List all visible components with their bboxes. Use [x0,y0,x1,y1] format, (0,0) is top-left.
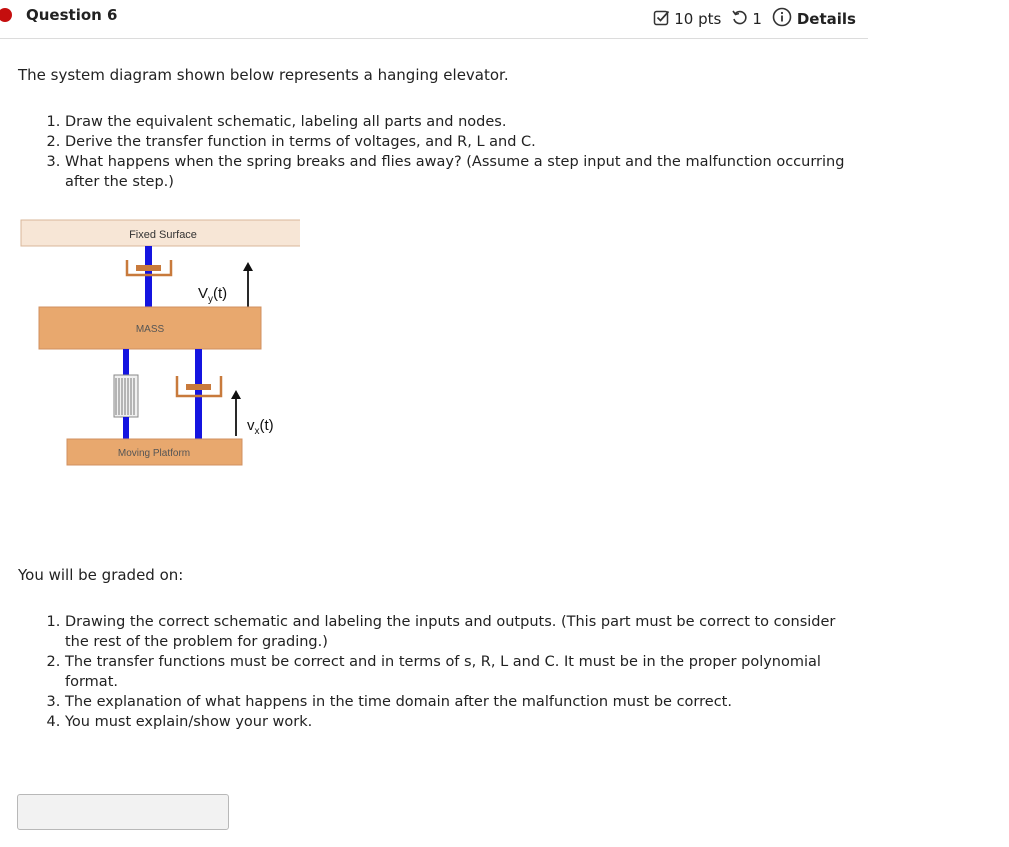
grading-criteria [24,612,845,732]
question-title: Question 6 [26,6,118,24]
elevator-diagram [20,216,300,475]
answer-upload-box[interactable] [17,794,229,830]
spring-top-rod [123,349,129,375]
criteria-item: 1. Drawing the correct schematic and labeling the inputs and outputs. (This part must be correct to consider the rest of the problem for grading.) [65,612,845,652]
details-link[interactable]: Details [796,10,856,28]
graded-on-heading: You will be graded on: [18,566,184,584]
vx-label: $v_x(t)$ [247,417,274,437]
criteria-item: 4. You must explain/show your work. [65,712,845,732]
platform-label: Moving Platform [117,448,191,459]
info-icon[interactable] [772,7,792,31]
spring-bottom-rod [123,417,129,439]
fixed-surface-label: Fixed Surface [129,229,197,241]
criteria-item: 2. The transfer functions must be correct and in terms of s, R, L and C. It must be in the proper polynomial format. [65,652,845,692]
undo-attempts-icon [731,9,748,30]
question-intro: The system diagram shown below represents a hanging elevator. [18,66,509,84]
step-item: 1. Draw the equivalent schematic, labeling all parts and nodes. [65,112,855,132]
spring-coil-lines [116,378,134,415]
points-value: 10 pts [674,10,722,28]
vx-arrow-head [231,390,241,399]
step-item: 2. Derive the transfer function in terms of voltages, and R, L and C. [65,132,855,152]
question-steps [24,112,855,192]
top-damper-piston [136,265,161,271]
criteria-item: 3. The explanation of what happens in the time domain after the malfunction must be correct. [65,692,845,712]
top-damper-rod [145,246,152,308]
bottom-damper-piston [186,384,211,390]
question-meta [653,7,856,31]
question-header [0,0,868,39]
checkbox-edit-icon [653,9,670,30]
unanswered-status-icon [0,8,12,22]
bottom-damper-rod [195,349,202,439]
vy-label: $V_y(t)$ [198,285,228,305]
attempts-count: 1 [752,10,762,28]
vy-arrow-head [243,262,253,271]
mass-label: MASS [135,324,165,335]
step-item: 3. What happens when the spring breaks and flies away? (Assume a step input and the malfunction occurring after the step.) [65,152,855,192]
